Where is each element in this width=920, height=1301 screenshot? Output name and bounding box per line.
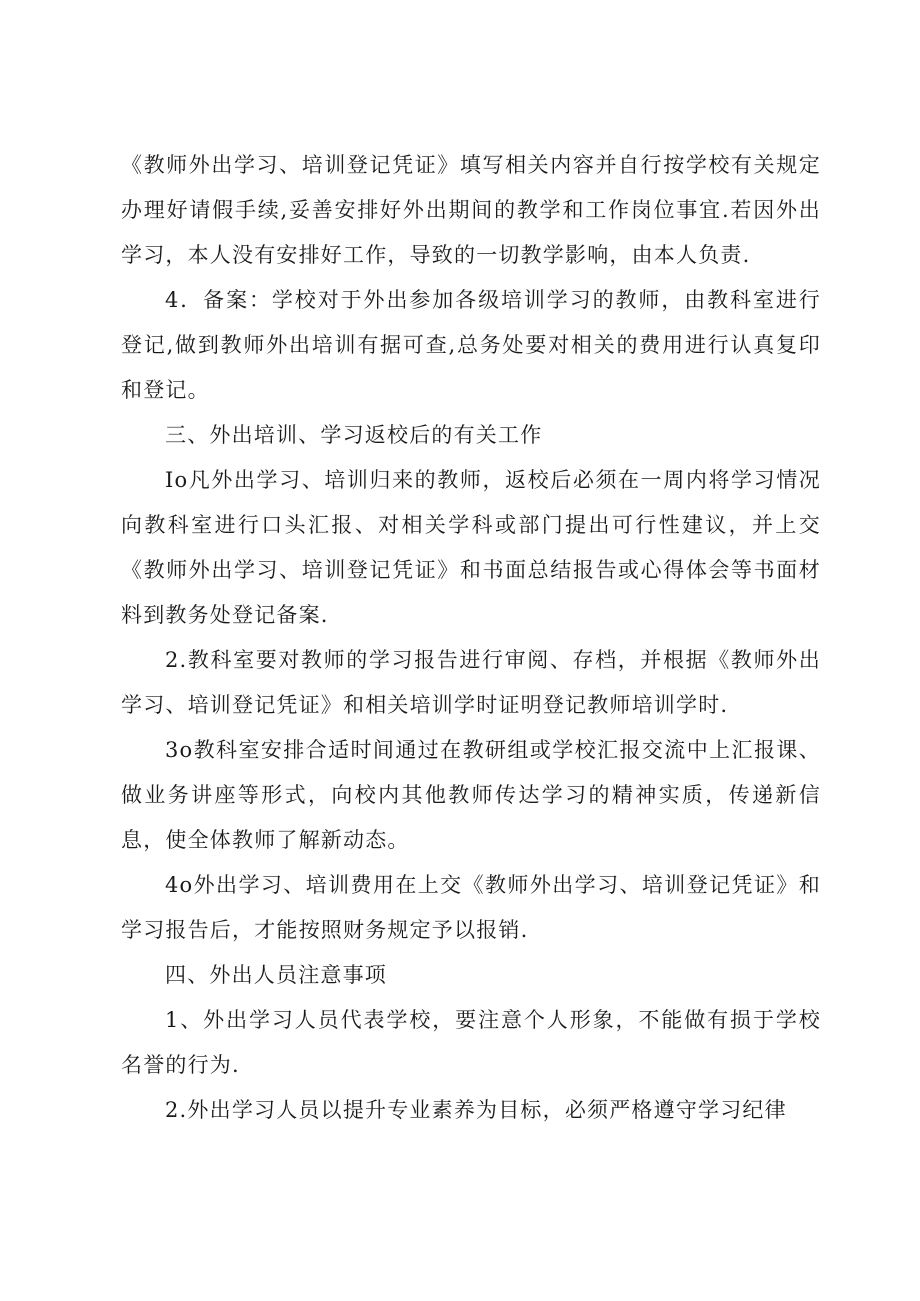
- paragraph-review-archive: 2.教科室要对教师的学习报告进行审阅、存档，并根据《教师外出学习、培训登记凭证》和相关培训学时证明登记教师培训学时.: [121, 648, 821, 717]
- document-body: [121, 143, 821, 1133]
- paragraph-record-filing: 4．备案：学校对于外出参加各级培训学习的教师，由教科室进行登记,做到教师外出培训有据可查,总务处要对相关的费用进行认真复印和登记。: [121, 288, 821, 402]
- paragraph-discipline: 2.外出学习人员以提升专业素养为目标，必须严格遵守学习纪律: [165, 1098, 787, 1122]
- paragraph-leave-procedure: 《教师外出学习、培训登记凭证》填写相关内容并自行按学校有关规定办理好请假手续,妥善安排好外出期间的教学和工作岗位事宜.若因外出学习，本人没有安排好工作，导致的一切教学影响，由本人负责.: [121, 153, 821, 267]
- section-heading-after-return: 三、外出培训、学习返校后的有关工作: [165, 423, 543, 447]
- paragraph-report-within-week: Io凡外出学习、培训归来的教师，返校后必须在一周内将学习情况向教科室进行口头汇报、对相关学科或部门提出可行性建议，并上交《教师外出学习、培训登记凭证》和书面总结报告或心得体会等书面材料到教务处登记备案.: [121, 468, 821, 627]
- paragraph-reimbursement: 4o外出学习、培训费用在上交《教师外出学习、培训登记凭证》和学习报告后，才能按照财务规定予以报销.: [121, 873, 821, 942]
- section-heading-precautions: 四、外出人员注意事项: [165, 963, 387, 987]
- paragraph-school-image: 1、外出学习人员代表学校，要注意个人形象，不能做有损于学校名誉的行为.: [121, 1008, 821, 1077]
- paragraph-share-learning: 3o教科室安排合适时间通过在教研组或学校汇报交流中上汇报课、做业务讲座等形式，向校内其他教师传达学习的精神实质，传递新信息，使全体教师了解新动态。: [121, 738, 821, 852]
